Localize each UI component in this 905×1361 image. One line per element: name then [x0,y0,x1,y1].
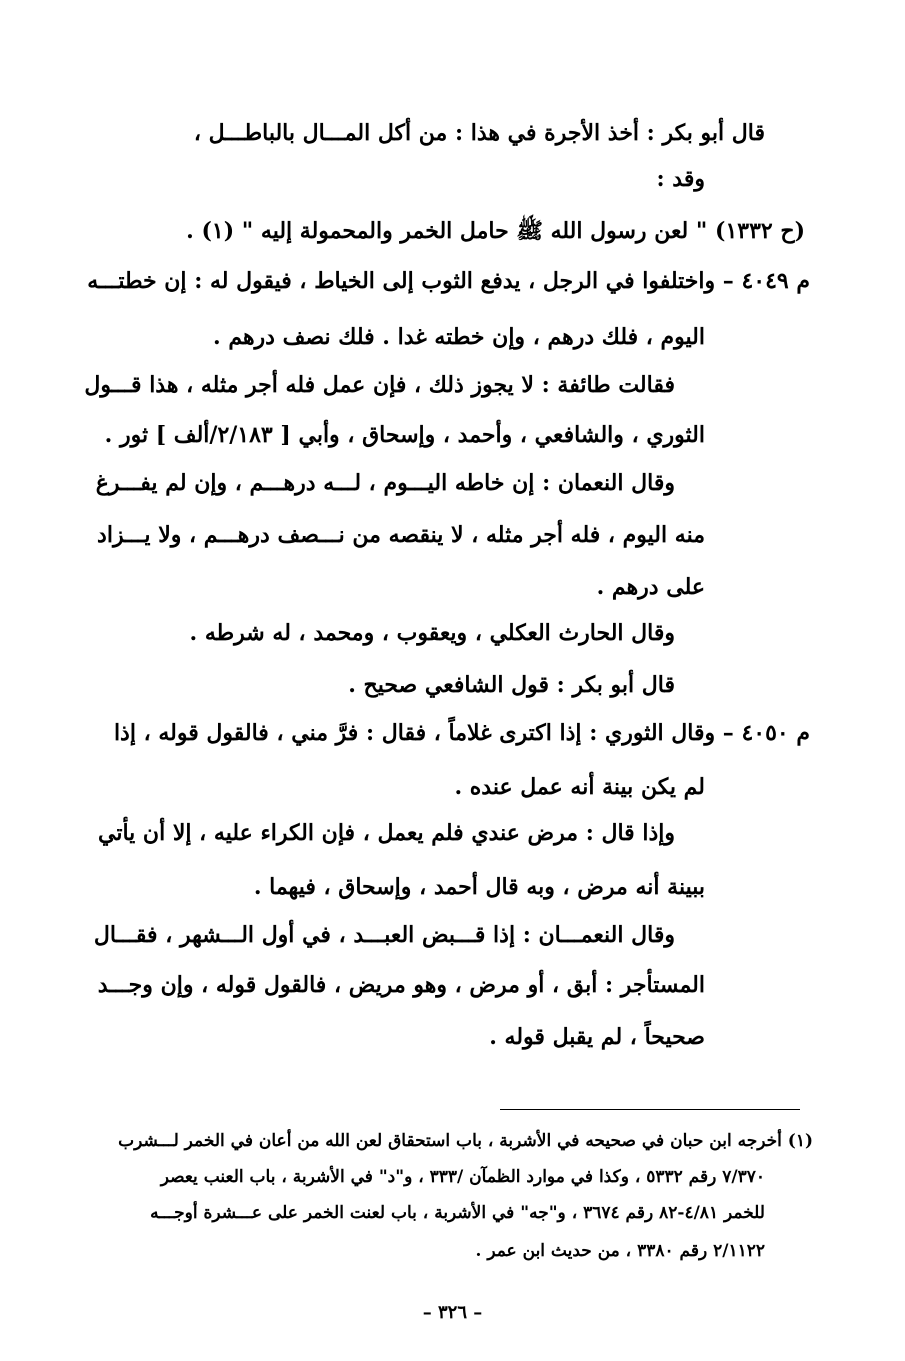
text-line: قال أبو بكر : قول الشافعي صحيح . [348,672,675,698]
text-line: على درهم . [596,574,705,600]
footnote-line: ٧/٣٧٠ رقم ٥٣٣٢ ، وكذا في موارد الظمآن /٣٣٣ ، و"د" في الأشربة ، باب العنب يعصر [160,1167,765,1187]
text-line: قال أبو بكر : أخذ الأجرة في هذا : من أكل المـــال بالباطـــل ، [193,120,765,146]
footnote-line: للخمر ٤/٨١-٨٢ رقم ٣٦٧٤ ، و"جه" في الأشربة ، باب لعنت الخمر على عـــشرة أوجـــه [150,1203,765,1223]
text-line: وإذا قال : مرض عندي فلم يعمل ، فإن الكراء عليه ، إلا أن يأتي [97,820,675,846]
text-line: (ح ١٣٣٢) " لعن رسول الله ﷺ حامل الخمر والمحمولة إليه " (١) . [186,218,805,244]
text-line: وقال النعمان : إن خاطه اليـــوم ، لـــه درهـــم ، وإن لم يفـــرغ [95,470,675,496]
text-line: لم يكن بينة أنه عمل عنده . [454,774,705,800]
footnote-line: ٢/١١٢٢ رقم ٣٣٨٠ ، من حديث ابن عمر . [475,1241,765,1261]
text-line: م ٤٠٤٩ – واختلفوا في الرجل ، يدفع الثوب إلى الخياط ، فيقول له : إن خطتـــه [87,268,810,294]
text-line: صحيحاً ، لم يقبل قوله . [489,1024,705,1050]
text-line: فقالت طائفة : لا يجوز ذلك ، فإن عمل فله أجر مثله ، هذا قـــول [84,372,675,398]
text-line: وقد : [656,166,705,192]
page-number: – ٣٢٦ – [422,1302,483,1323]
text-line: منه اليوم ، فله أجر مثله ، لا ينقصه من نـــصف درهـــم ، ولا يـــزاد [97,522,705,548]
text-line: ببينة أنه مرض ، وبه قال أحمد ، وإسحاق ، فيهما . [253,874,705,900]
text-line: وقال النعمـــان : إذا قـــبض العبـــد ، في أول الـــشهر ، فقـــال [93,922,675,948]
text-line: اليوم ، فلك درهم ، وإن خطته غدا . فلك نصف درهم . [213,324,705,350]
text-line: وقال الحارث العكلي ، ويعقوب ، ومحمد ، له شرطه . [189,620,675,646]
text-line: المستأجر : أبق ، أو مرض ، وهو مريض ، فالقول قوله ، وإن وجـــد [97,972,705,998]
text-line: م ٤٠٥٠ – وقال الثوري : إذا اكترى غلاماً ، فقال : فرَّ مني ، فالقول قوله ، إذا [113,720,810,746]
footnote-line: (١) أخرجه ابن حبان في صحيحه في الأشربة ، باب استحقاق لعن الله من أعان في الخمر لـــشرب [118,1131,813,1151]
text-line: الثوري ، والشافعي ، وأحمد ، وإسحاق ، وأبي [ ٢/١٨٣/ألف ] ثور . [104,422,705,448]
footnote-separator [500,1109,800,1110]
